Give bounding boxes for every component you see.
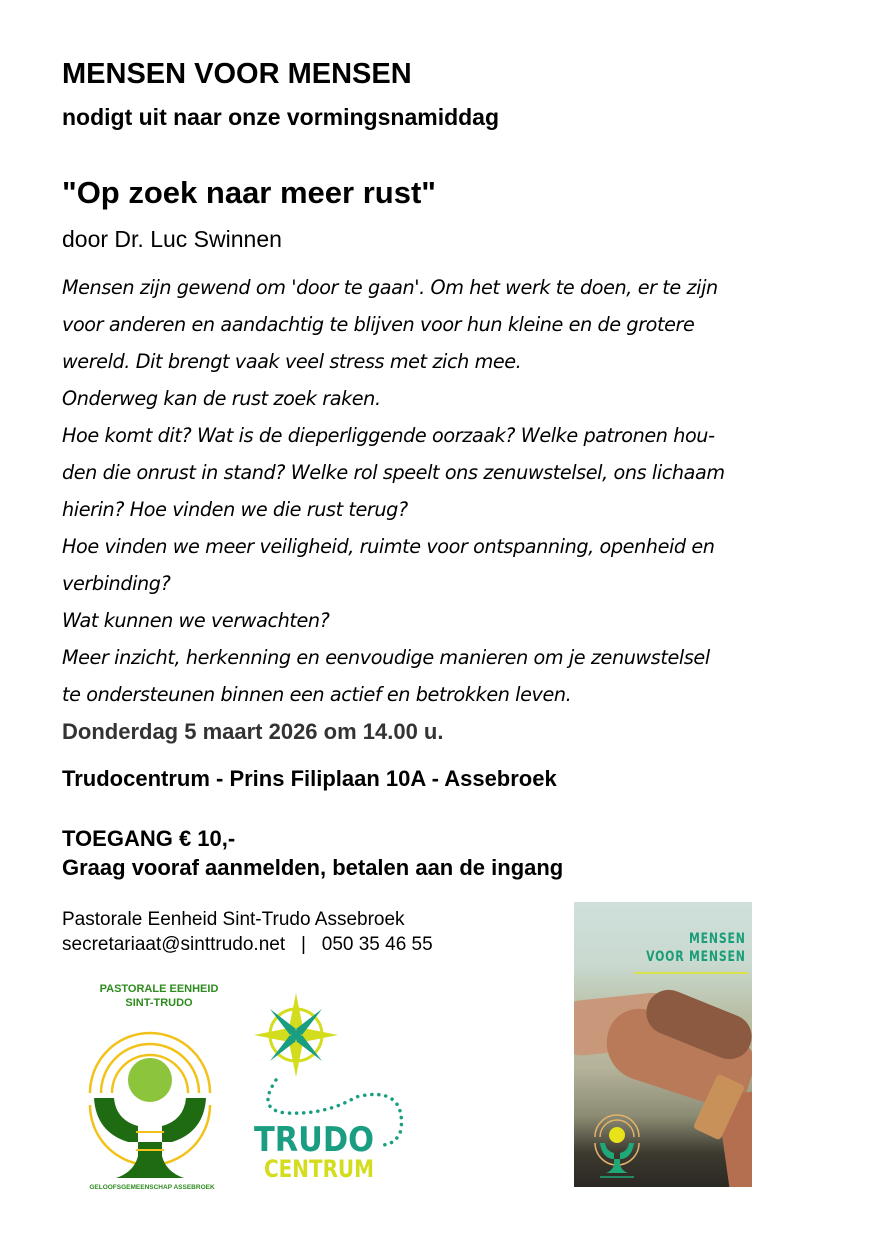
logo-top-text-1: PASTORALE EENHEID — [99, 983, 219, 995]
centrum-text: CENTRUM — [264, 1155, 374, 1180]
organization-heading: MENSEN VOOR MENSEN — [62, 58, 412, 90]
description-line: Mensen zijn gewend om 'door te gaan'. Om het werk te doen, er te zijn — [62, 276, 718, 299]
event-fee-block — [62, 824, 563, 882]
description-line: Wat kunnen we verwachten? — [62, 609, 330, 632]
contact-email[interactable]: secretariaat@sinttrudo.net — [62, 934, 286, 955]
contact-phone: 050 35 46 55 — [321, 934, 433, 955]
cover-logo-icon — [592, 1107, 642, 1182]
contact-separator: | — [300, 934, 306, 955]
contact-block — [62, 907, 433, 957]
trudocentrum-logo — [246, 985, 416, 1180]
description-line: te ondersteunen binnen een actief en betrokken leven. — [62, 683, 572, 706]
logo-top-text-2: SINT-TRUDO — [125, 997, 193, 1009]
cover-title — [646, 930, 746, 966]
description-line: Meer inzicht, herkenning en eenvoudige manieren om je zenuwstelsel — [62, 646, 710, 669]
description-line: den die onrust in stand? Welke rol speelt ons zenuwstelsel, ons lichaam — [62, 461, 725, 484]
pastorale-eenheid-logo — [74, 980, 244, 1195]
description-line: wereld. Dit brengt vaak veel stress met zich mee. — [62, 350, 522, 373]
contact-organization: Pastorale Eenheid Sint-Trudo Assebroek — [62, 909, 405, 930]
description-line: hierin? Hoe vinden we die rust terug? — [62, 498, 408, 521]
event-datetime: Donderdag 5 maart 2026 om 14.00 u. — [62, 719, 444, 744]
description-text — [62, 232, 852, 713]
contact-line — [62, 932, 433, 957]
speaker-line: door Dr. Luc Swinnen — [62, 226, 282, 252]
talk-title: "Op zoek naar meer rust" — [62, 175, 436, 210]
invitation-subtitle: nodigt uit naar onze vormingsnamiddag — [62, 104, 500, 130]
event-fee: TOEGANG € 10,- — [62, 826, 236, 851]
description-line: Hoe vinden we meer veiligheid, ruimte voor ontspanning, openheid en — [62, 535, 715, 558]
event-location: Trudocentrum - Prins Filiplaan 10A - Assebroek — [62, 766, 557, 791]
description-line: Onderweg kan de rust zoek raken. — [62, 387, 381, 410]
description-line: Hoe komt dit? Wat is de dieperliggende oorzaak? Welke patronen hou- — [62, 424, 715, 447]
cover-title-line-1: MENSEN — [689, 931, 746, 947]
description-line: voor anderen en aandachtig te blijven voor hun kleine en de grotere — [62, 313, 695, 336]
trudo-text: TRUDO — [254, 1120, 374, 1160]
logo-bottom-text: GELOOFSGEMEENSCHAP ASSEBROEK — [89, 1184, 215, 1191]
brochure-cover-image — [574, 902, 752, 1187]
description-line: verbinding? — [62, 572, 171, 595]
event-registration: Graag vooraf aanmelden, betalen aan de ingang — [62, 855, 564, 880]
cover-divider — [634, 972, 748, 974]
cover-title-line-2: VOOR MENSEN — [646, 949, 746, 965]
